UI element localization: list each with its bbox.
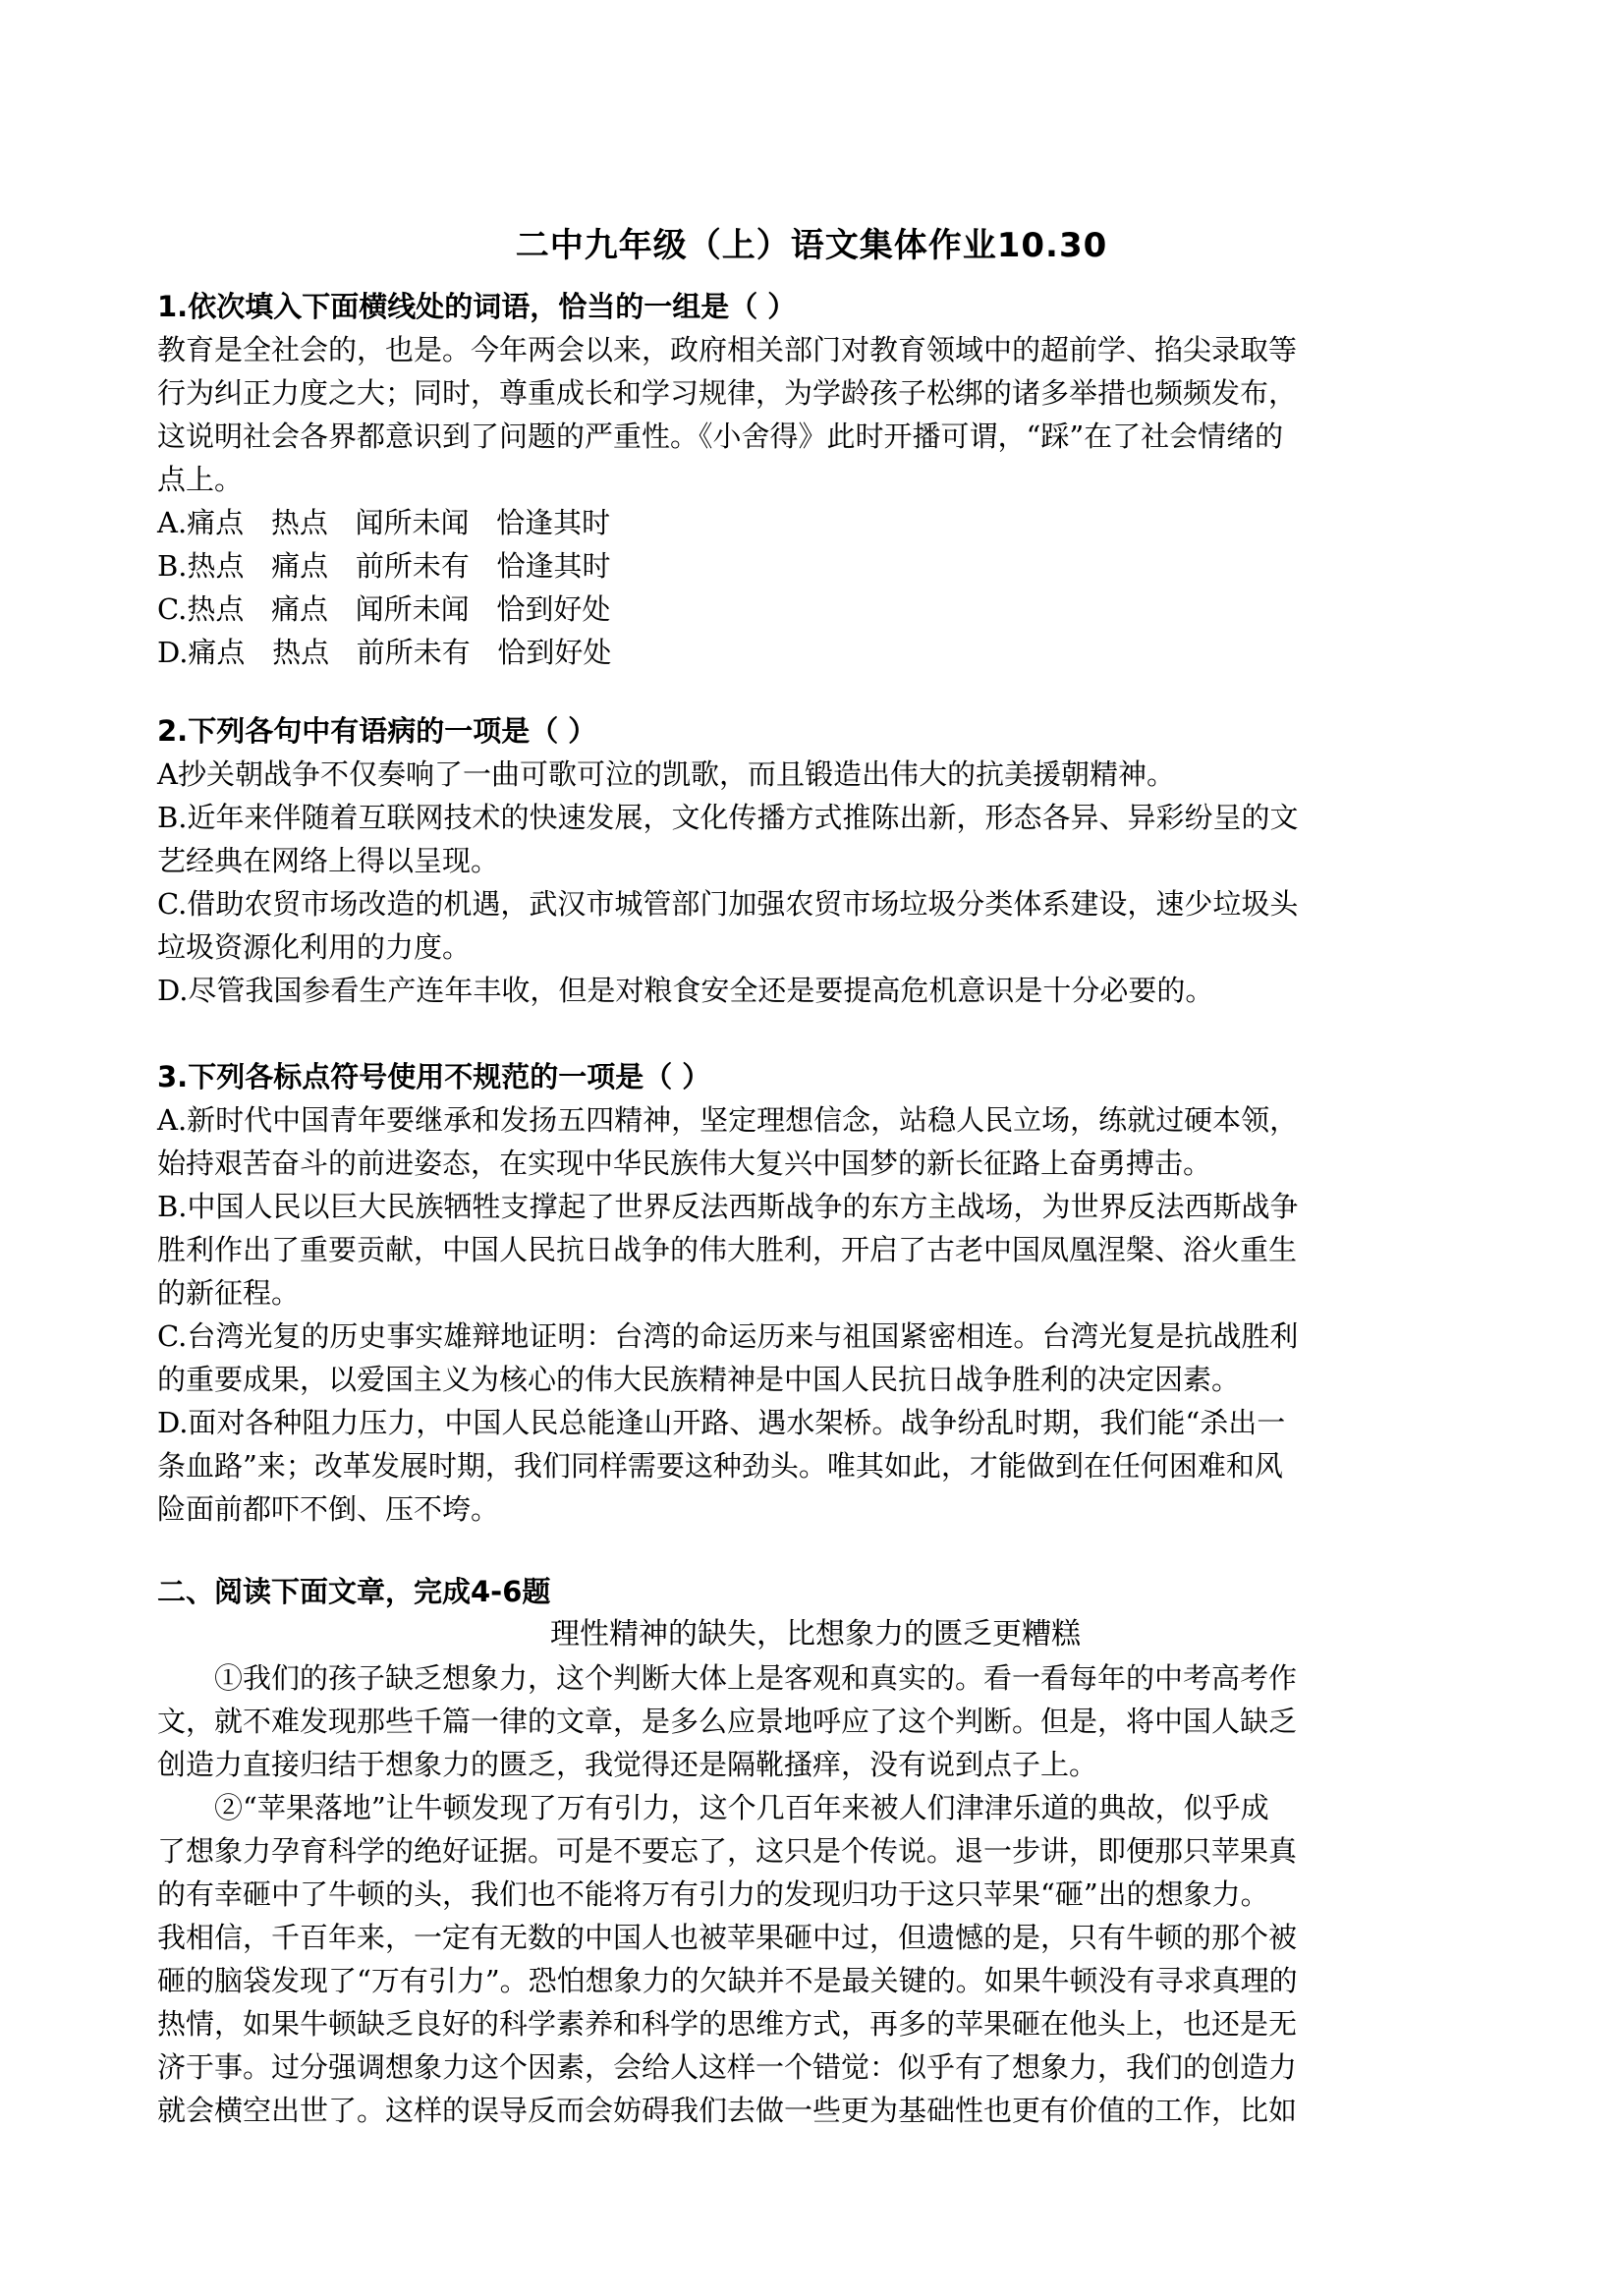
q1-passage-line: 点上。 [157,463,244,496]
q3-line: 的新征程。 [157,1276,301,1310]
q2-line: 艺经典在网络上得以呈现。 [157,844,500,877]
article-paragraph-2-line: 的有幸砸中了牛顿的头，我们也不能将万有引力的发现归功于这只苹果“砸”出的想象力。 [157,1877,1269,1911]
article-paragraph-1-line: 文，就不难发现那些千篇一律的文章，是多么应景地呼应了这个判断。但是，将中国人缺乏 [157,1705,1298,1738]
q2-line: 垃圾资源化利用的力度。 [157,930,472,964]
q3-line: B.中国人民以巨大民族牺牲支撑起了世界反法西斯战争的东方主战场，为世界反法西斯战争 [157,1190,1299,1223]
question-3 [157,1055,1474,1531]
q3-line: C.台湾光复的历史事实雄辩地证明：台湾的命运历来与祖国紧密相连。台湾光复是抗战胜利 [157,1319,1299,1353]
q2-line: C.借助农贸市场改造的机遇，武汉市城管部门加强农贸市场垃圾分类体系建设，速少垃圾头 [157,887,1299,921]
question-2-heading: 2.下列各句中有语病的一项是（ ） [157,714,597,748]
question-2 [157,709,1474,1012]
q2-line: A抄关朝战争不仅奏响了一曲可歌可泣的凯歌，而且锻造出伟大的抗美援朝精神。 [157,757,1175,791]
q1-option-b: B.热点 痛点 前所未有 恰逢其时 [157,549,611,583]
article-paragraph-1-line: 创造力直接归结于想象力的匮乏，我觉得还是隔靴搔痒，没有说到点子上。 [157,1748,1098,1781]
q3-line: 险面前都吓不倒、压不垮。 [157,1492,500,1526]
question-3-heading: 3.下列各标点符号使用不规范的一项是（ ） [157,1060,711,1093]
article-paragraph-2-line: 我相信，千百年来，一定有无数的中国人也被苹果砸中过，但遗憾的是，只有牛顿的那个被 [157,1921,1298,1954]
reading-section [157,1570,1474,2132]
q1-option-d: D.痛点 热点 前所未有 恰到好处 [157,636,612,669]
q1-passage-line: 行为纠正力度之大；同时，尊重成长和学习规律，为学龄孩子松绑的诸多举措也频频发布， [157,376,1298,410]
question-1-heading: 1.依次填入下面横线处的词语，恰当的一组是（ ） [157,290,797,323]
question-1 [157,285,1474,674]
q1-passage-line: 教育是全社会的，也是。今年两会以来，政府相关部门对教育领域中的超前学、掐尖录取等 [157,333,1298,366]
q1-passage-line: 这说明社会各界都意识到了问题的严重性。《小舍得》此时开播可谓，“踩”在了社会情绪的 [157,420,1284,453]
page-title: 二中九年级（上）语文集体作业10.30 [515,226,1108,265]
article-paragraph-2-line: 就会横空出世了。这样的误导反而会妨碍我们去做一些更为基础性也更有价值的工作，比如 [157,2094,1298,2127]
article-paragraph-2-line: 济于事。过分强调想象力这个因素，会给人这样一个错觉：似乎有了想象力，我们的创造力 [157,2050,1298,2084]
q3-line: 的重要成果，以爱国主义为核心的伟大民族精神是中国人民抗日战争胜利的决定因素。 [157,1363,1241,1396]
q1-option-a: A.痛点 热点 闻所未闻 恰逢其时 [157,506,611,539]
article-paragraph-2-line: 了想象力孕育科学的绝好证据。可是不要忘了，这只是个传说。退一步讲，即便那只苹果真 [157,1834,1298,1868]
q2-line: B.近年来伴随着互联网技术的快速发展，文化传播方式推陈出新，形态各异、异彩纷呈的文 [157,801,1299,834]
article-paragraph-1-line: ①我们的孩子缺乏想象力，这个判断大体上是客观和真实的。看一看每年的中考高考作 [214,1661,1298,1695]
article-paragraph-2-line: 热情，如果牛顿缺乏良好的科学素养和科学的思维方式，再多的苹果砸在他头上，也还是无 [157,2007,1298,2041]
q3-line: A.新时代中国青年要继承和发扬五四精神，坚定理想信念，站稳人民立场，练就过硬本领， [157,1103,1299,1137]
article-paragraph-2-line: ②“苹果落地”让牛顿发现了万有引力，这个几百年来被人们津津乐道的典故，似乎成 [214,1791,1269,1824]
q3-line: D.面对各种阻力压力，中国人民总能逢山开路、遇水架桥。战争纷乱时期，我们能“杀出一 [157,1406,1286,1439]
q3-line: 条血路”来；改革发展时期，我们同样需要这种劲头。唯其如此，才能做到在任何困难和风 [157,1449,1283,1483]
q3-line: 胜利作出了重要贡献，中国人民抗日战争的伟大胜利，开启了古老中国凤凰涅槃、浴火重生 [157,1233,1298,1266]
q1-option-c: C.热点 痛点 闻所未闻 恰到好处 [157,592,611,626]
q3-line: 始持艰苦奋斗的前进姿态，在实现中华民族伟大复兴中国梦的新长征路上奋勇搏击。 [157,1147,1212,1180]
q2-line: D.尽管我国参看生产连年丰收，但是对粮食安全还是要提高危机意识是十分必要的。 [157,974,1214,1007]
section-2-heading: 二、阅读下面文章，完成4-6题 [157,1575,551,1608]
article-paragraph-2-line: 砸的脑袋发现了“万有引力”。恐怕想象力的欠缺并不是最关键的。如果牛顿没有寻求真理的 [157,1964,1298,1997]
article-title: 理性精神的缺失，比想象力的匮乏更糟糕 [550,1617,1081,1652]
